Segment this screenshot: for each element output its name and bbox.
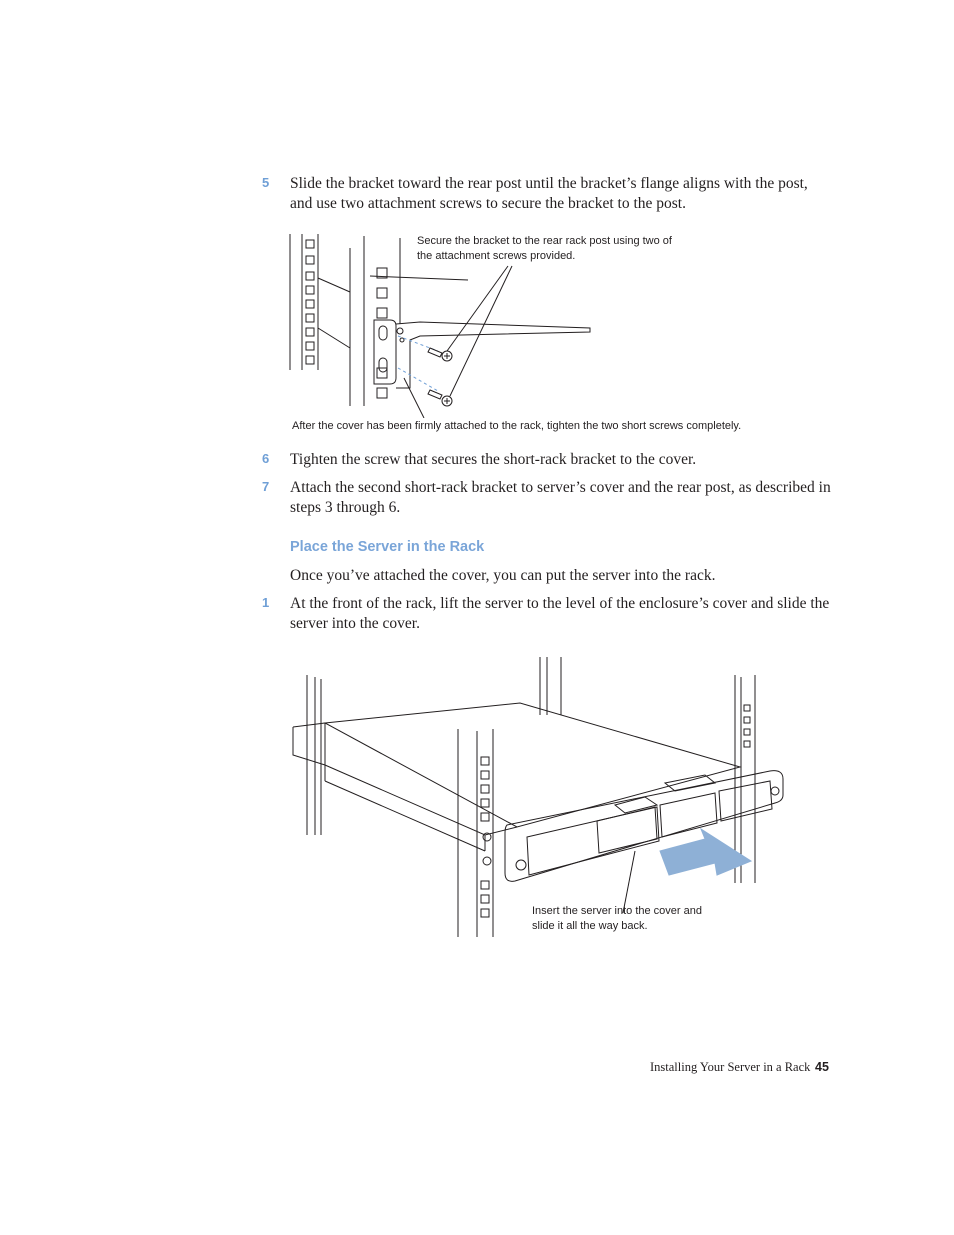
step-number: 1 [262,595,270,610]
server-rack-illustration [285,655,795,940]
step-text: At the front of the rack, lift the server to the level of the enclosure’s cover and slide the server into the cover. [290,595,830,632]
step-6 [262,450,834,470]
step-7 [262,478,834,518]
step-number: 6 [262,451,270,466]
footer-title: Installing Your Server in a Rack [650,1060,811,1074]
figure1-callout-bottom: After the cover has been firmly attached to the rack, tighten the two short screws completely. [292,420,742,432]
step-text: Attach the second short-rack bracket to server’s cover and the rear post, as described in steps 3 through 6. [290,479,831,516]
figure2-callout: Insert the server into the cover and slide it all the way back. [532,905,702,932]
section-heading: Place the Server in the Rack [290,539,485,555]
step-text: Slide the bracket toward the rear post until the bracket’s flange aligns with the post, and use two attachment screws to secure the bracket to the post. [290,175,808,212]
page-number: 45 [815,1060,829,1074]
step-text: Tighten the screw that secures the short-rack bracket to the cover. [290,451,697,468]
figure1-callout-top: Secure the bracket to the rear rack post using two of the attachment screws provided. [417,235,672,262]
step-1 [262,594,834,634]
insert-arrow [660,829,751,875]
step-5 [262,174,834,214]
section-intro: Once you’ve attached the cover, you can put the server into the rack. [290,567,716,584]
step-number: 7 [262,479,270,494]
step-number: 5 [262,175,270,190]
